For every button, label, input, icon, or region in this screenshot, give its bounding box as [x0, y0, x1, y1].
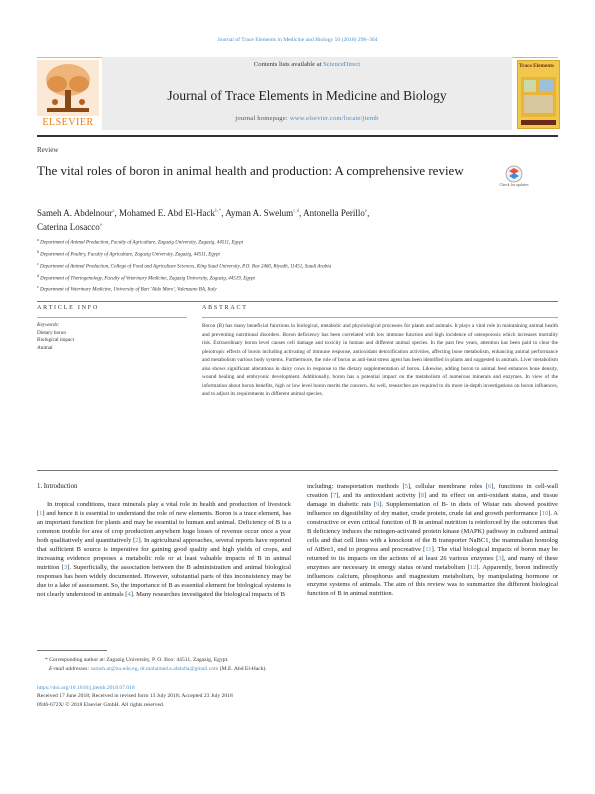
contents-prefix: Contents lists available at [253, 61, 324, 68]
author[interactable]: Ayman A. Swelum$^{c,d}$ [225, 208, 300, 218]
affiliation: $^d$ Department of Theriogenology, Faculty of Veterinary Medicine, Zagazig University, Zagazig, 44519, Egypt [37, 273, 255, 282]
email-label: E-mail addresses: [49, 665, 91, 672]
corresponding-author-note: * Corresponding author at: Zagazig University, P. O. Box: 44511, Zagazig, Egypt. [45, 657, 229, 663]
doi-link[interactable]: https://doi.org/10.1016/j.jtemb.2018.07.018 [37, 685, 135, 691]
affiliation: $^c$ Department of Animal Production, College of Food and Agriculture Sciences, King Saud University, P.O. Box 2460, Riyadh, 11451, Saudi Arabia [37, 261, 332, 270]
body-text: In tropical conditions, trace minerals play a vital role in health and production of livestock [ [37, 501, 291, 517]
affiliation: $^b$ Department of Poultry, Faculty of Agriculture, Zagazig University, Zagazig, 44511, Egypt [37, 249, 220, 258]
keywords-label: Keywords: [37, 322, 60, 328]
body-text: ] and hence it is essential to understand the role of new elements. Boron is a trace element, has an important function for plants and may be essential to human and animal. Deficiency of B is a common trouble for area of crop production anywhere huge losses of revenue occur once a year both qualitatively and quantitatively [ [37, 509, 291, 544]
body-text: ]. Superficially, the association between the B administration and animal biological responses has been widely documented. However, substantial parts of this inconsistency may be due to a lake of assessment. So, the importance of B as essential element for biological systems is not clearly understood in animals [ [37, 563, 292, 598]
abstract-text: Boron (B) has many beneficial functions in biological, metabolic and physiological processes for plants and animals. It plays a vital role in maintaining animal health and preventing nutritional disorders. Boron deficiency has been correlated with low immune function and high incidence of osteoporosis which increases mortality risk. Extraordinary boron level causes cell damage and toxicity in human and different animal species. In the past few years, attention has been paid to clear the pleiotropic effects of boron including activating of immune response, antioxidant detoxification activities, affecting bone metabolism, enhancing animal performance and metabolism various body systems. Furthermore, the role of boron as anti-heat stress agent has been identified in plants and suggested in animals. Liver metabolism also shows significant alterations in dairy cows in response to the dietary supplementation of boron. Likewise, adding boron to animal feed enhances bone density, wound healing and embryonic development. Additionally, boron has a potential impact on the metabolism of numerous minerals and enzymes. In view of the information about boron benefits, high or low level boron merits the concern. As well, researches are required to do more in-depth investigations on boron influences, and to adjust its requirements in different animal species. [202, 323, 558, 397]
body-text: ]. Many researches investigated the biological impacts of B [130, 590, 286, 598]
article-info-heading: ARTICLE INFO [37, 305, 100, 311]
body-text: ] and its effect on anti-oxidant status, and tissue damage in diabetic rats [ [307, 491, 558, 508]
citation-link[interactable]: 4 [127, 590, 131, 598]
citation-link[interactable]: 8 [420, 491, 425, 499]
keywords-block [37, 322, 187, 352]
affiliation-list [37, 236, 507, 295]
citation-link[interactable]: 11 [425, 545, 432, 553]
body-text: ]. Supplementation of B- in diets of Wistar rats showed positive influence on digestibility of dry matter, crude protein, crude fat and growth performance [ [307, 500, 559, 517]
author[interactable]: Antonella Perillo$^e$ [303, 208, 368, 218]
received-dates: Received 17 June 2018; Received in revised form 13 July 2018; Accepted 23 July 2018 [37, 693, 233, 700]
citation-link[interactable]: 5 [404, 483, 408, 490]
author-list: Sameh A. Abdelnour$^a$, Mohamed E. Abd El-Hack$^{b,*}$, Ayman A. Swelum$^{c,d}$, Antonella Perillo$^e$, Caterina Losacco$^e$ [37, 208, 370, 232]
journal-title: Journal of Trace Elements in Medicine and Biology [167, 88, 447, 103]
citation-link[interactable]: 10 [541, 509, 549, 517]
keyword: Animal [37, 344, 53, 351]
keyword: Dietary boron [37, 329, 66, 336]
article-meta [37, 684, 558, 709]
body-text: ]. Apparently, boron indirectly influences calcium, phosphorus and magnesium metabolism, by manipulating hormone or enzyme systems of animals. The aim of this review was to summarize the different biological function of B in animal nutrition. [307, 563, 558, 598]
email-note: E-mail addresses: sameh.ar@zu.edu.eg, dr.mohamed.e.abdalla@gmail.com (M.E. Abd El-Hack). [49, 665, 267, 672]
body-column-left [37, 501, 291, 599]
affiliation: $^a$ Department of Animal Production, Faculty of Agriculture, Zagazig University, Zagazig, 44511, Egypt [37, 238, 244, 246]
citation-link[interactable]: 9 [376, 500, 380, 508]
divider [37, 301, 558, 302]
divider [37, 470, 558, 471]
contents-available [102, 61, 512, 68]
body-column-right [307, 483, 558, 599]
citation-link[interactable]: 12 [469, 563, 477, 571]
running-header[interactable]: Journal of Trace Elements in Medicine and Biology 50 (2018) 296–304 [217, 37, 378, 43]
author[interactable]: Sameh A. Abdelnour$^a$ [37, 208, 115, 218]
cover-title: Trace Elements [519, 63, 555, 69]
publisher-logo-text: ELSEVIER [42, 117, 94, 128]
citation-link[interactable]: 7 [332, 491, 337, 499]
crossmark-label[interactable]: Check for updates [499, 182, 529, 187]
article-title: The vital roles of boron in animal health and production: A comprehensive review [37, 163, 464, 178]
section-heading: 1. Introduction [37, 483, 78, 490]
body-text: including: transportation methods [ [307, 483, 405, 490]
footnote-rule [37, 650, 107, 651]
header-bottom-rule [37, 135, 558, 137]
body-text: ], and its antioxidant activity [ [336, 491, 421, 499]
homepage-link[interactable]: www.elsevier.com/locate/jtemb [289, 115, 379, 122]
abstract-heading: ABSTRACT [202, 305, 248, 311]
body-text: ]. The vital biological impacts of boron may be returned to its impacts on the actions of at least 26 various enzymes [ [307, 545, 558, 562]
homepage-prefix: journal homepage: [235, 115, 290, 122]
divider [37, 317, 187, 318]
email-link[interactable]: dr.mohamed.e.abdalla@gmail.com [140, 665, 219, 672]
affiliation: $^e$ Department of Veterinary Medicine, University of Bari 'Aldo Moro', Valenzano BA, Italy [37, 285, 217, 294]
email-link[interactable]: sameh.ar@zu.edu.eg [90, 665, 138, 672]
citation-link[interactable]: 1 [39, 509, 43, 517]
crossmark-icon[interactable] [502, 165, 526, 195]
copyright: 0946-672X/ © 2018 Elsevier GmbH. All rights reserved. [37, 701, 165, 708]
citation-link[interactable]: 3 [498, 554, 502, 562]
author[interactable]: Caterina Losacco$^e$ [37, 221, 102, 232]
body-text: ], functions in cell-wall creation [ [307, 483, 559, 499]
body-text: ], and many of these enzymes are necessary in energy status or/and metabolism [ [307, 554, 558, 571]
article-type: Review [37, 146, 59, 154]
journal-homepage [102, 115, 512, 122]
sciencedirect-link[interactable]: ScienceDirect [323, 61, 361, 68]
citation-link[interactable]: 6 [488, 483, 492, 490]
body-text: ], cellular membrane roles [ [407, 483, 489, 490]
footnotes [37, 656, 558, 673]
journal-cover-thumbnail [517, 60, 560, 129]
email-suffix: (M.E. Abd El-Hack). [218, 665, 267, 672]
body-text: ]. A constructive or even critical function of B in animal nutrition is reinforced by the outcomes that B deficiency induces the mitogen-activated protein kinase (MAPK) pathway in cultured animal cells and that cell lines with a knockout of the B transporter NaBC1, the mammalian homolog of AtBor1, end to progress and procreative [ [307, 509, 558, 553]
citation-link[interactable]: 3 [63, 563, 68, 571]
author[interactable]: Mohamed E. Abd El-Hack$^{b,*}$ [118, 208, 222, 218]
divider [202, 317, 558, 318]
keyword: Biological impact [37, 337, 75, 343]
citation-link[interactable]: 2 [135, 536, 139, 544]
body-text: ]. In agricultural approaches, several reports have reported that sufficient B source is imperative for gaining good quality and high yields of crops, and increasing evidence proposes a metabolic role or at least valuable impacts of B in animal nutrition [ [37, 536, 291, 571]
